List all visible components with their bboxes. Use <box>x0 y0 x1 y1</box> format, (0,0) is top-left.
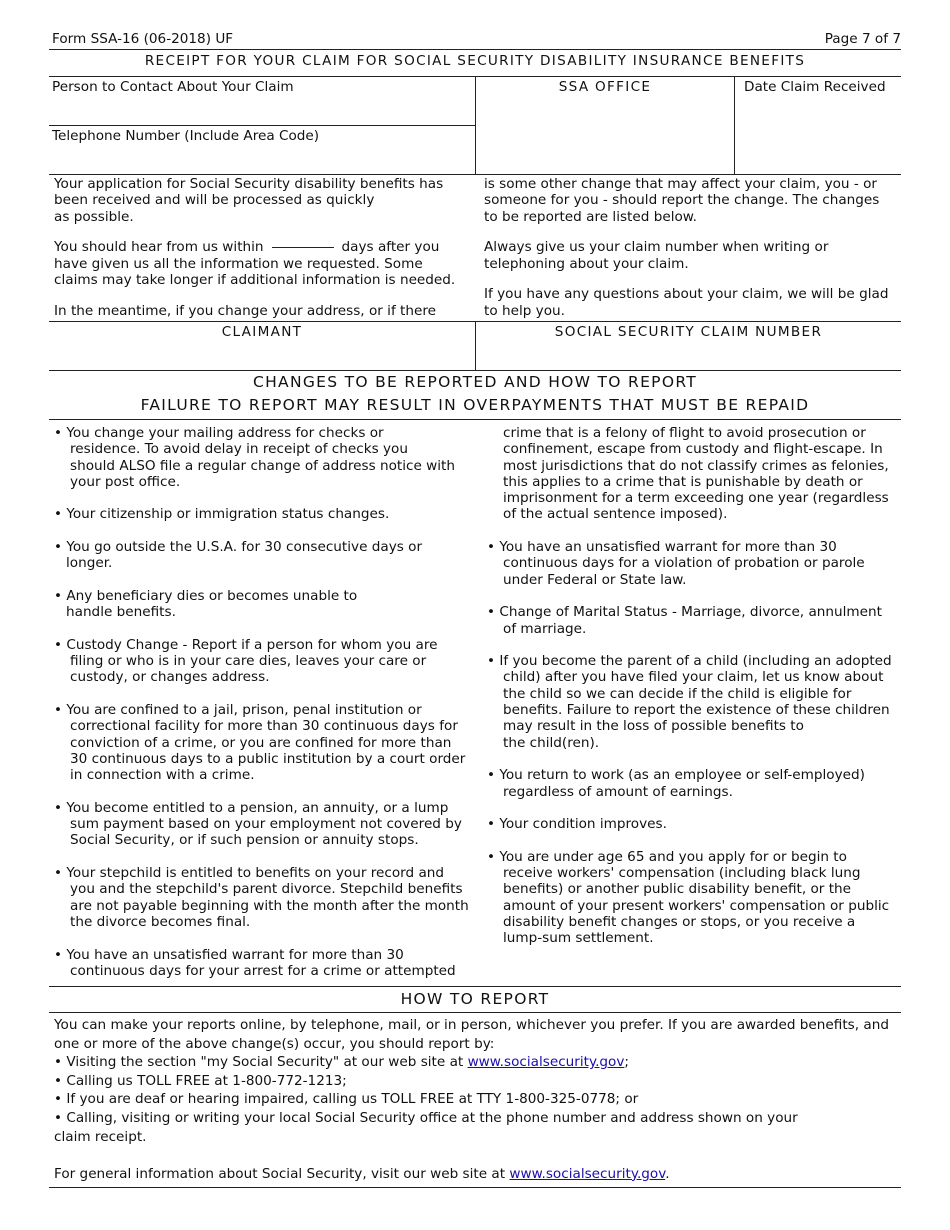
list-item: • Your citizenship or immigration status changes. <box>54 506 390 523</box>
list-item: • You return to work (as an employee or self-employed) regardless of amount of earnings. <box>487 767 865 800</box>
page-number: Page 7 of 7 <box>824 31 901 47</box>
list-item: • You are confined to a jail, prison, penal institution or correctional facility for more than 30 continuous days for conviction of a crime, or you are confined for more than 30 continuous days to a public institution by a court order in connection with a crime. <box>54 702 466 784</box>
socialsecurity-link[interactable]: www.socialsecurity.gov <box>467 1054 625 1071</box>
divider <box>49 986 901 987</box>
divider <box>49 419 901 420</box>
list-item: • You become entitled to a pension, an annuity, or a lump sum payment based on your employment not covered by Social Security, or if such pension or annuity stops. <box>54 799 462 849</box>
changes-subtitle: FAILURE TO REPORT MAY RESULT IN OVERPAYMENTS THAT MUST BE REPAID <box>140 396 810 414</box>
list-item: • You go outside the U.S.A. for 30 consecutive days or longer. <box>54 539 423 572</box>
phone-label: Telephone Number (Include Area Code) <box>52 128 320 144</box>
list-item: • Your condition improves. <box>487 816 667 833</box>
how-to-report-body: You can make your reports online, by telephone, mail, or in person, whichever you prefer. If you are awarded benefits, and one or more of the above change(s) occur, you should report by: • Visiting the section "my Social Security" at our web site at www.socialsecurity.gov; • Calling us TOLL FREE at 1-800-772-1213; • If you are deaf or hearing impaired, calling us TOLL FREE at TTY 1-800-325-0778; or • Calling, visiting or writing your local Social Security office at the phone number and address shown on your claim receipt. For general information about Social Security, visit our web site at www.socialsecurity.gov. <box>54 1017 889 1182</box>
date-received-label: Date Claim Received <box>744 79 886 95</box>
how-to-report-title: HOW TO REPORT <box>400 990 550 1008</box>
contact-label: Person to Contact About Your Claim <box>52 79 294 95</box>
socialsecurity-link-general[interactable]: www.socialsecurity.gov <box>509 1165 666 1182</box>
receipt-title: RECEIPT FOR YOUR CLAIM FOR SOCIAL SECURITY DISABILITY INSURANCE BENEFITS <box>144 53 806 69</box>
list-item: • Your stepchild is entitled to benefits on your record and you and the stepchild's parent divorce. Stepchild benefits are not payable beginning with the month after the month the divorce becomes final. <box>54 865 469 930</box>
days-blank[interactable] <box>272 247 334 248</box>
claimant-label: CLAIMANT <box>221 324 303 340</box>
changes-right-column <box>487 425 892 947</box>
divider <box>475 76 476 175</box>
changes-title: CHANGES TO BE REPORTED AND HOW TO REPORT <box>252 373 698 391</box>
ssa-office-label: SSA OFFICE <box>558 79 652 95</box>
divider <box>49 174 901 175</box>
list-item: • You change your mailing address for checks or residence. To avoid delay in receipt of checks you should ALSO file a regular change of address notice with your post office. <box>54 425 456 490</box>
divider <box>475 321 476 370</box>
list-item: • If you become the parent of a child (including an adopted child) after you have filed your claim, let us know about the child so we can decide if the child is eligible for benefits. Failure to report the existence of these children may result in the loss of possible benefits to the child(ren). <box>487 653 892 751</box>
divider <box>49 1012 901 1013</box>
list-item: • Any beneficiary dies or becomes unable to handle benefits. <box>54 587 358 621</box>
form-id: Form SSA-16 (06-2018) UF <box>52 31 234 47</box>
list-item: crime that is a felony of flight to avoid prosecution or confinement, escape from custody and flight-escape. In most jurisdictions that do not classify crimes as felonies, this applies to a crime that is punishable by death or imprisonment for a term exceeding one year (regardless of the actual sentence imposed). <box>503 425 889 523</box>
divider <box>49 370 901 371</box>
list-item: • You have an unsatisfied warrant for more than 30 continuous days for your arrest for a crime or attempted <box>54 946 456 979</box>
divider <box>734 76 735 175</box>
list-item: • Custody Change - Report if a person for whom you are filing or who is in your care dies, leaves your care or custody, or changes address. <box>54 636 438 686</box>
divider <box>49 49 901 50</box>
changes-left-column <box>54 425 469 979</box>
claim-number-label: SOCIAL SECURITY CLAIM NUMBER <box>554 324 823 340</box>
divider <box>49 125 475 126</box>
list-item: • You have an unsatisfied warrant for more than 30 continuous days for a violation of probation or parole under Federal or State law. <box>487 539 865 588</box>
list-item: • You are under age 65 and you apply for or begin to receive workers' compensation (including black lung benefits) or another public disability benefit, or the amount of your present workers' compensation or public disability benefit changes or stops, or you receive a lump-sum settlement. <box>487 848 890 947</box>
list-item: • Change of Marital Status - Marriage, divorce, annulment of marriage. <box>487 604 882 637</box>
receipt-message-left: Your application for Social Security disability benefits has been received and will be processed as quickly as possible. You should hear from us within days after you have given us all the information we requested. Some claims may take longer if additional information is needed. In the meantime, if you change your address, or if there <box>54 176 456 319</box>
receipt-message-right: is some other change that may affect your claim, you - or someone for you - should report the change. The changes to be reported are listed below. Always give us your claim number when writing or telephoning about your claim. If you have any questions about your claim, we will be glad to help you. <box>484 176 889 319</box>
divider <box>49 1187 901 1188</box>
